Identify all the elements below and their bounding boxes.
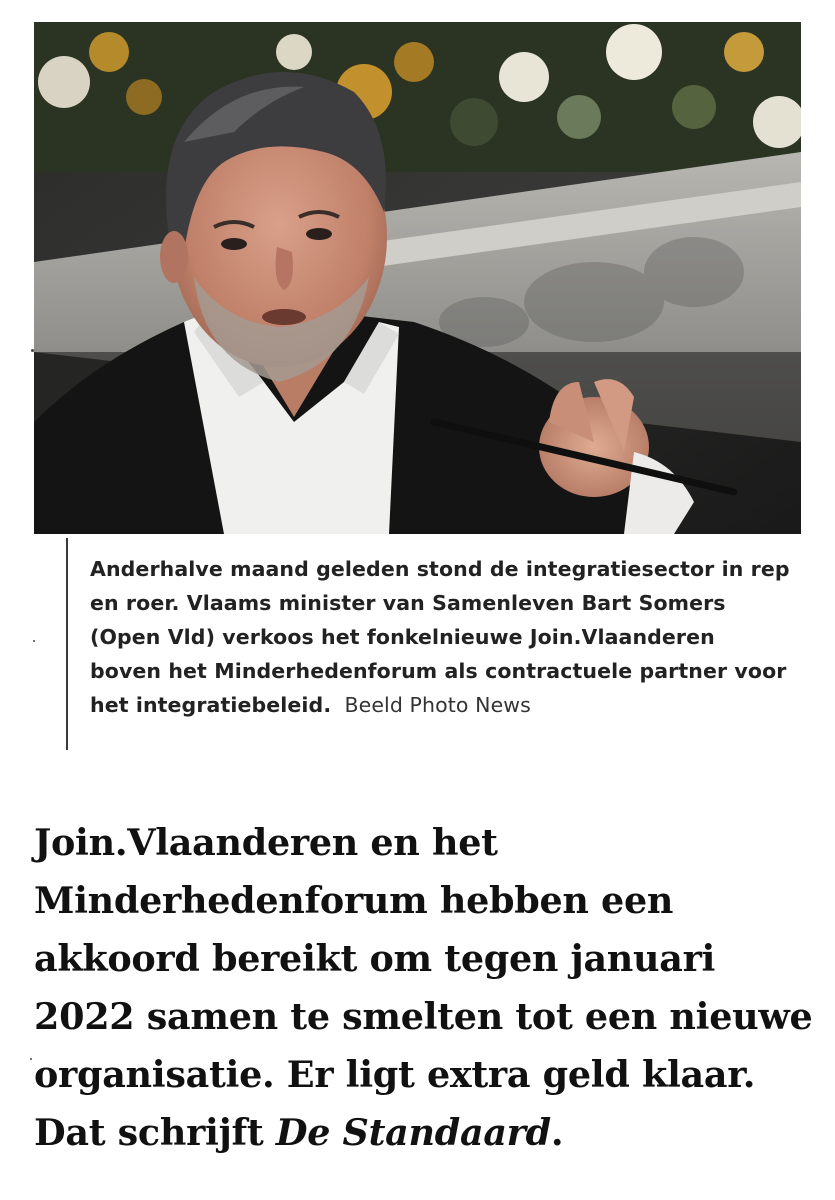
photo-illustration bbox=[34, 22, 801, 534]
stray-dot bbox=[30, 1058, 32, 1060]
caption-text: Anderhalve maand geleden stond de integratiesector in rep en roer. Vlaams minister van Samenleven Bart Somers (Open Vld) verkoos het fonkelnieuwe Join.Vlaanderen boven het Minderhedenforum als contractuele partner voor het integratiebeleid. bbox=[90, 557, 790, 717]
article-photo bbox=[34, 22, 801, 534]
caption-text-block bbox=[90, 552, 790, 722]
stray-dot bbox=[33, 640, 35, 642]
photo-caption bbox=[66, 538, 796, 750]
lead-text: Join.Vlaanderen en het Minderhedenforum hebben een akkoord bereikt om tegen januari 2022 samen te smelten tot een nieuwe organisatie. Er ligt extra geld klaar. Dat schrijft bbox=[34, 821, 813, 1154]
stray-dot bbox=[31, 349, 34, 352]
source-name: De Standaard bbox=[275, 1111, 551, 1154]
article-lead bbox=[34, 814, 814, 1162]
lead-end: . bbox=[550, 1111, 564, 1154]
photo-credit: Beeld Photo News bbox=[344, 693, 531, 717]
